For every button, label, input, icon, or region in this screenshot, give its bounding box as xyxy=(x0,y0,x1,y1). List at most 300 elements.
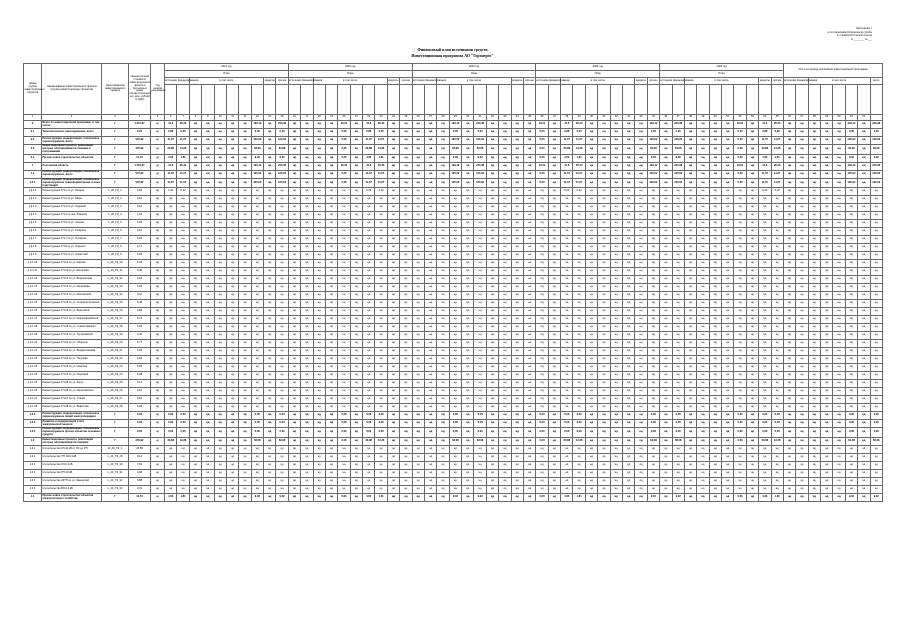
row-value: нд xyxy=(561,236,573,244)
row-value: нд xyxy=(165,348,177,356)
row-value: нд xyxy=(387,486,399,494)
row-value: нд xyxy=(239,446,251,454)
row-value: нд xyxy=(548,364,560,372)
appendix-note xyxy=(752,27,872,41)
column-number: 39 xyxy=(573,115,585,121)
row-value: нд xyxy=(808,364,820,372)
row-value: нд xyxy=(783,300,795,308)
document-subtitle: Инвестиционная программа АО "Горэнерго" xyxy=(411,53,494,58)
row-value: нд xyxy=(821,412,833,420)
row-value: нд xyxy=(833,284,845,292)
row-value: нд xyxy=(511,486,523,494)
row-value: нд xyxy=(313,340,325,348)
row-value: нд xyxy=(622,372,634,380)
row-value: 0,00 xyxy=(536,178,548,188)
row-value: нд xyxy=(325,137,337,145)
header-plan: План xyxy=(660,71,784,78)
row-value: нд xyxy=(821,220,833,228)
row-value: нд xyxy=(746,236,758,244)
row-value: 63,08 xyxy=(647,145,659,155)
column-number: 32 xyxy=(486,115,498,121)
row-value: нд xyxy=(350,372,362,380)
row-value: нд xyxy=(771,380,783,388)
row-value: 0,00 xyxy=(672,420,684,428)
row-value: нд xyxy=(437,340,449,348)
row-value: нд xyxy=(746,268,758,276)
row-value: нд xyxy=(400,316,412,324)
header-subcolumn xyxy=(523,85,535,115)
row-value: нд xyxy=(449,220,461,228)
row-value: нд xyxy=(858,228,870,236)
row-value: нд xyxy=(437,196,449,204)
row-value: нд xyxy=(684,196,696,204)
row-number: 1.2.1.22 xyxy=(24,356,42,364)
row-value: нд xyxy=(746,300,758,308)
row-cost: 572,92 xyxy=(129,170,151,178)
row-value: нд xyxy=(561,260,573,268)
row-value: нд xyxy=(598,170,610,178)
row-value: нд xyxy=(796,420,808,428)
row-value: нд xyxy=(462,420,474,428)
row-value: нд xyxy=(301,438,313,446)
row-value: нд xyxy=(264,129,276,137)
row-value: нд xyxy=(288,292,300,300)
row-value: нд xyxy=(325,260,337,268)
row-value: нд xyxy=(722,228,734,236)
row-value: нд xyxy=(301,268,313,276)
column-number: 14 xyxy=(264,115,276,121)
header-sources: источники финансирования xyxy=(536,78,561,85)
row-value: 63,08 xyxy=(276,438,288,446)
row-value: нд xyxy=(610,364,622,372)
row-value: нд xyxy=(821,137,833,145)
row-value: нд xyxy=(350,470,362,478)
row-value: нд xyxy=(151,332,165,340)
header-subcolumn xyxy=(734,85,746,115)
row-value: нд xyxy=(301,356,313,364)
row-value: нд xyxy=(214,252,226,260)
row-value: нд xyxy=(338,324,350,332)
row-value: 0,00 xyxy=(561,428,573,438)
row-value: нд xyxy=(598,268,610,276)
row-value: нд xyxy=(338,332,350,340)
row-value: нд xyxy=(276,252,288,260)
row-value: нд xyxy=(684,260,696,268)
row-value: нд xyxy=(858,137,870,145)
row-value: 0,00 xyxy=(251,129,263,137)
row-value: нд xyxy=(412,154,424,162)
row-value: нд xyxy=(239,145,251,155)
row-number: 1.4 xyxy=(24,494,42,502)
row-value: нд xyxy=(363,348,375,356)
row-value: нд xyxy=(177,372,189,380)
row-value: нд xyxy=(251,332,263,340)
row-value: нд xyxy=(338,268,350,276)
row-value: нд xyxy=(585,372,597,380)
row-value: 13,36 xyxy=(573,145,585,155)
row-value: нд xyxy=(214,228,226,236)
row-value: нд xyxy=(598,162,610,170)
row-value: нд xyxy=(833,478,845,486)
row-value: нд xyxy=(226,292,238,300)
row-value: нд xyxy=(301,236,313,244)
row-value: нд xyxy=(264,162,276,170)
row-value: нд xyxy=(709,494,721,502)
row-value: нд xyxy=(833,454,845,462)
row-value: нд xyxy=(189,356,201,364)
row-value: нд xyxy=(437,364,449,372)
row-value: нд xyxy=(177,478,189,486)
row-value: нд xyxy=(325,348,337,356)
column-number: 38 xyxy=(561,115,573,121)
row-id: Г xyxy=(102,137,129,145)
row-value: нд xyxy=(622,300,634,308)
row-value: нд xyxy=(375,204,387,212)
row-value: нд xyxy=(251,228,263,236)
row-value: нд xyxy=(226,486,238,494)
row-value: нд xyxy=(437,268,449,276)
table-row xyxy=(24,388,883,396)
row-value: нд xyxy=(709,196,721,204)
row-cost: 4,92 xyxy=(129,356,151,364)
row-value: нд xyxy=(437,220,449,228)
row-value: нд xyxy=(697,212,709,220)
row-value: 0,00 xyxy=(276,420,288,428)
row-value: нд xyxy=(808,494,820,502)
column-number: 16 xyxy=(288,115,300,121)
table-row xyxy=(24,276,883,284)
row-value: нд xyxy=(177,316,189,324)
row-value: нд xyxy=(189,162,201,170)
row-value: нд xyxy=(548,154,560,162)
row-value: нд xyxy=(746,412,758,420)
row-value: 63,08 xyxy=(870,438,882,446)
row-value: 0,00 xyxy=(647,129,659,137)
row-value: нд xyxy=(226,178,238,188)
row-value: нд xyxy=(151,454,165,462)
row-value: нд xyxy=(709,462,721,470)
row-value: нд xyxy=(151,420,165,428)
row-value: нд xyxy=(387,420,399,428)
row-cost: 4,18 xyxy=(129,276,151,284)
row-value: нд xyxy=(548,300,560,308)
row-value: нд xyxy=(511,446,523,454)
table-row xyxy=(24,332,883,340)
row-value: нд xyxy=(350,308,362,316)
row-value: нд xyxy=(697,188,709,196)
row-value: нд xyxy=(264,332,276,340)
table-row xyxy=(24,380,883,388)
row-value: нд xyxy=(375,244,387,252)
row-value: 0,00 xyxy=(845,420,857,428)
row-value: нд xyxy=(375,470,387,478)
row-value: нд xyxy=(870,324,882,332)
header-all: всего xyxy=(870,78,882,85)
row-value: нд xyxy=(709,268,721,276)
row-value: нд xyxy=(647,486,659,494)
row-value: 63,08 xyxy=(474,145,486,155)
row-value: нд xyxy=(684,364,696,372)
row-value: нд xyxy=(759,300,771,308)
row-value: нд xyxy=(771,204,783,212)
row-value: нд xyxy=(462,220,474,228)
row-value: нд xyxy=(548,324,560,332)
row-id: L_20_ГЭ_3 xyxy=(102,204,129,212)
row-value: нд xyxy=(350,380,362,388)
row-value: нд xyxy=(449,276,461,284)
row-value: нд xyxy=(276,284,288,292)
row-value: нд xyxy=(350,316,362,324)
row-value: нд xyxy=(734,220,746,228)
row-number: 1.2.1.17 xyxy=(24,316,42,324)
row-value: нд xyxy=(833,494,845,502)
row-value: нд xyxy=(499,340,511,348)
row-value: нд xyxy=(858,470,870,478)
row-value: нд xyxy=(412,478,424,486)
row-value: нд xyxy=(449,244,461,252)
row-value: нд xyxy=(833,404,845,412)
row-value: нд xyxy=(400,462,412,470)
row-value: нд xyxy=(672,486,684,494)
row-value: нд xyxy=(845,340,857,348)
row-value: нд xyxy=(672,446,684,454)
row-value: нд xyxy=(771,252,783,260)
row-value: нд xyxy=(387,364,399,372)
row-value: нд xyxy=(833,446,845,454)
row-value: 26,43 xyxy=(771,121,783,129)
row-value: нд xyxy=(412,292,424,300)
row-value: нд xyxy=(288,204,300,212)
row-value: нд xyxy=(400,204,412,212)
row-value: нд xyxy=(672,388,684,396)
row-value: нд xyxy=(647,220,659,228)
row-value: нд xyxy=(858,332,870,340)
row-value: нд xyxy=(288,268,300,276)
row-name: Реконструкция ТП-8 по ул. Горького xyxy=(42,244,102,252)
row-value: нд xyxy=(622,316,634,324)
row-value: нд xyxy=(499,412,511,420)
row-value: нд xyxy=(660,170,672,178)
row-value: нд xyxy=(189,276,201,284)
row-value: нд xyxy=(697,388,709,396)
row-value: нд xyxy=(301,316,313,324)
row-value: нд xyxy=(647,356,659,364)
row-value: нд xyxy=(239,137,251,145)
row-value: нд xyxy=(759,308,771,316)
row-value: нд xyxy=(375,292,387,300)
row-cost: 4,71 xyxy=(129,244,151,252)
row-value: нд xyxy=(264,494,276,502)
row-value: нд xyxy=(177,212,189,220)
row-value: нд xyxy=(536,212,548,220)
row-cost: 6,81 xyxy=(129,196,151,204)
row-value: нд xyxy=(660,204,672,212)
row-value: нд xyxy=(523,388,535,396)
header-other: прочие xyxy=(400,78,412,85)
row-value: нд xyxy=(151,478,165,486)
row-value: нд xyxy=(610,252,622,260)
row-value: нд xyxy=(722,340,734,348)
row-value: нд xyxy=(821,372,833,380)
row-value: нд xyxy=(264,204,276,212)
row-value: 11,07 xyxy=(165,170,177,178)
row-value: 0,00 xyxy=(771,428,783,438)
row-value: нд xyxy=(573,372,585,380)
header-subcolumn xyxy=(387,85,399,115)
row-value: нд xyxy=(647,252,659,260)
row-value: нд xyxy=(697,276,709,284)
row-value: нд xyxy=(833,228,845,236)
row-value: нд xyxy=(722,129,734,137)
row-value: нд xyxy=(610,154,622,162)
row-value: нд xyxy=(647,300,659,308)
row-value: нд xyxy=(573,284,585,292)
row-value: нд xyxy=(561,462,573,470)
row-value: нд xyxy=(511,188,523,196)
row-value: нд xyxy=(276,228,288,236)
row-value: нд xyxy=(672,454,684,462)
row-value: нд xyxy=(338,454,350,462)
row-value: нд xyxy=(833,196,845,204)
row-value: нд xyxy=(400,244,412,252)
row-value: 0,00 xyxy=(536,154,548,162)
row-value: нд xyxy=(437,470,449,478)
row-value: нд xyxy=(622,154,634,162)
row-value: нд xyxy=(523,162,535,170)
column-number: 35 xyxy=(523,115,535,121)
row-value: нд xyxy=(660,178,672,188)
column-number: 6 xyxy=(165,115,177,121)
column-number: 46 xyxy=(660,115,672,121)
header-subcolumn xyxy=(239,85,251,115)
row-value: нд xyxy=(400,356,412,364)
row-value: нд xyxy=(709,244,721,252)
table-row xyxy=(24,356,883,364)
row-value: нд xyxy=(660,470,672,478)
row-value: нд xyxy=(697,332,709,340)
row-value: нд xyxy=(660,300,672,308)
row-value: нд xyxy=(375,220,387,228)
row-value: нд xyxy=(610,396,622,404)
row-value: нд xyxy=(796,236,808,244)
row-value: нд xyxy=(363,396,375,404)
row-value: нд xyxy=(635,300,647,308)
row-value: нд xyxy=(325,300,337,308)
row-value: нд xyxy=(759,324,771,332)
row-cost: 14,73 xyxy=(129,494,151,502)
row-value: нд xyxy=(672,244,684,252)
row-value: нд xyxy=(573,446,585,454)
row-value: нд xyxy=(796,252,808,260)
header-subcolumn xyxy=(622,85,634,115)
row-value: нд xyxy=(239,462,251,470)
row-value: нд xyxy=(313,284,325,292)
row-value: нд xyxy=(325,228,337,236)
header-subcolumn xyxy=(400,85,412,115)
row-value: нд xyxy=(276,372,288,380)
row-value: нд xyxy=(214,348,226,356)
row-value: нд xyxy=(684,316,696,324)
row-value: нд xyxy=(598,244,610,252)
row-value: нд xyxy=(808,348,820,356)
row-value: нд xyxy=(684,268,696,276)
row-value: нд xyxy=(387,170,399,178)
row-value: нд xyxy=(635,121,647,129)
row-value: 0,20 xyxy=(177,129,189,137)
row-value: нд xyxy=(622,462,634,470)
row-value: нд xyxy=(412,348,424,356)
row-value: нд xyxy=(350,276,362,284)
row-value: нд xyxy=(400,348,412,356)
row-value: нд xyxy=(746,428,758,438)
row-value: нд xyxy=(821,145,833,155)
row-value: нд xyxy=(350,292,362,300)
row-value: нд xyxy=(561,252,573,260)
row-value: нд xyxy=(214,340,226,348)
row-value: нд xyxy=(177,356,189,364)
column-number: 40 xyxy=(585,115,597,121)
row-value: нд xyxy=(338,220,350,228)
header-group-number: Номер группы инвестиционных проектов xyxy=(24,64,42,115)
row-value: нд xyxy=(585,162,597,170)
row-value: нд xyxy=(536,252,548,260)
row-value: нд xyxy=(635,404,647,412)
row-value: нд xyxy=(437,428,449,438)
column-number: 13 xyxy=(251,115,263,121)
row-value: нд xyxy=(301,486,313,494)
row-value: нд xyxy=(709,284,721,292)
table-row xyxy=(24,178,883,188)
row-value: 0,00 xyxy=(338,137,350,145)
row-name: Реконструкция ТП-12 по ул. Ворошилова xyxy=(42,276,102,284)
row-value: нд xyxy=(301,212,313,220)
row-value: нд xyxy=(151,438,165,446)
row-value: нд xyxy=(437,129,449,137)
row-value: нд xyxy=(548,196,560,204)
row-value: нд xyxy=(647,462,659,470)
row-value: 11,07 xyxy=(561,170,573,178)
row-number: 1.2.1.6 xyxy=(24,228,42,236)
row-cost: 7,04 xyxy=(129,212,151,220)
row-value: нд xyxy=(202,454,214,462)
row-value: нд xyxy=(151,276,165,284)
row-value: 11,07 xyxy=(177,178,189,188)
row-value: нд xyxy=(585,396,597,404)
row-value: нд xyxy=(734,212,746,220)
row-cost: 6,03 xyxy=(129,348,151,356)
row-value: нд xyxy=(647,478,659,486)
row-value: нд xyxy=(486,494,498,502)
row-value: нд xyxy=(189,220,201,228)
row-value: нд xyxy=(821,170,833,178)
row-value: нд xyxy=(709,228,721,236)
row-value: нд xyxy=(684,252,696,260)
row-cost: 4,67 xyxy=(129,388,151,396)
row-value: нд xyxy=(449,486,461,494)
row-number: 1.2.1.1 xyxy=(24,188,42,196)
row-value: нд xyxy=(635,129,647,137)
row-value: 13,36 xyxy=(177,145,189,155)
row-value: нд xyxy=(523,412,535,420)
row-cost: 14,73 xyxy=(129,154,151,162)
row-value: нд xyxy=(734,228,746,236)
row-value: нд xyxy=(486,137,498,145)
row-value: нд xyxy=(821,478,833,486)
row-value: нд xyxy=(771,340,783,348)
row-value: нд xyxy=(585,228,597,236)
row-value: нд xyxy=(449,478,461,486)
row-value: нд xyxy=(548,388,560,396)
